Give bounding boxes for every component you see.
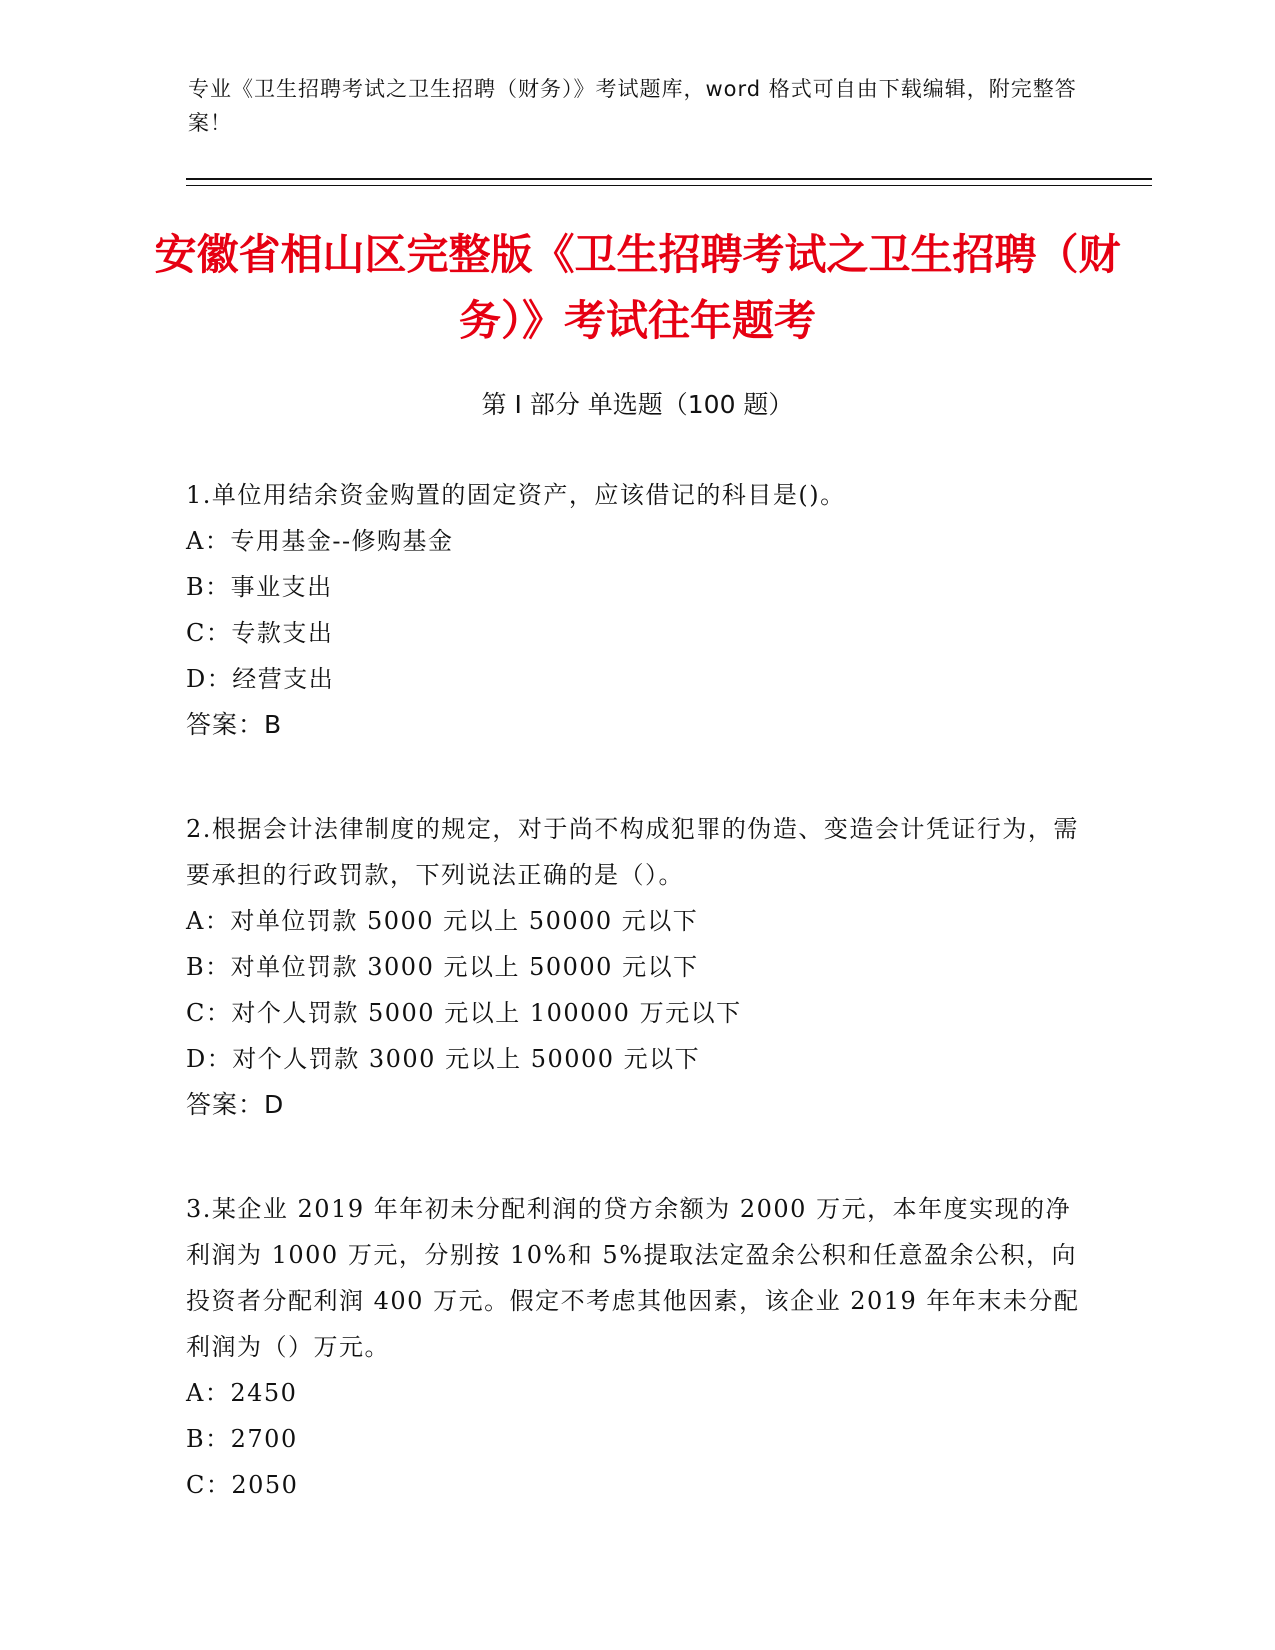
header-note: 专业《卫生招聘考试之卫生招聘（财务）》考试题库，word 格式可自由下载编辑，附完整答案！ (188, 77, 1077, 135)
option-c: C：对个人罚款 5000 元以上 100000 万元以下 (186, 999, 742, 1027)
question-1 (186, 472, 1086, 748)
header-divider-thin (186, 185, 1152, 186)
option-d: D：经营支出 (186, 665, 335, 693)
question-text: 1.单位用结余资金购置的固定资产，应该借记的科目是()。 (186, 481, 846, 509)
question-2 (186, 806, 1086, 1128)
answer: 答案：D (186, 1090, 285, 1119)
question-list (186, 472, 1086, 1566)
option-c: C：2050 (186, 1471, 299, 1499)
question-3 (186, 1186, 1086, 1508)
section-title: 第 I 部分 单选题（100 题） (481, 390, 794, 419)
option-b: B：2700 (186, 1425, 298, 1453)
option-a: A：专用基金--修购基金 (186, 527, 454, 555)
option-a: A：对单位罚款 5000 元以上 50000 元以下 (186, 907, 699, 935)
option-d: D：对个人罚款 3000 元以上 50000 元以下 (186, 1045, 701, 1073)
question-text: 3.某企业 2019 年年初未分配利润的贷方余额为 2000 万元，本年度实现的净利润为 1000 万元，分别按 10%和 5%提取法定盈余公积和任意盈余公积，向投资者分配利润 400 万元。假定不考虑其他因素，该企业 2019 年年末未分配利润为（）万元。 (186, 1195, 1080, 1361)
answer: 答案：B (186, 710, 283, 739)
option-c: C：专款支出 (186, 619, 334, 647)
header-divider-thick (186, 178, 1152, 180)
document-title: 安徽省相山区完整版《卫生招聘考试之卫生招聘（财务）》考试往年题考 (154, 230, 1121, 345)
option-a: A：2450 (186, 1379, 298, 1407)
option-b: B：对单位罚款 3000 元以上 50000 元以下 (186, 953, 699, 981)
option-b: B：事业支出 (186, 573, 333, 601)
question-text: 2.根据会计法律制度的规定，对于尚不构成犯罪的伪造、变造会计凭证行为，需要承担的行政罚款，下列说法正确的是（）。 (186, 815, 1079, 889)
